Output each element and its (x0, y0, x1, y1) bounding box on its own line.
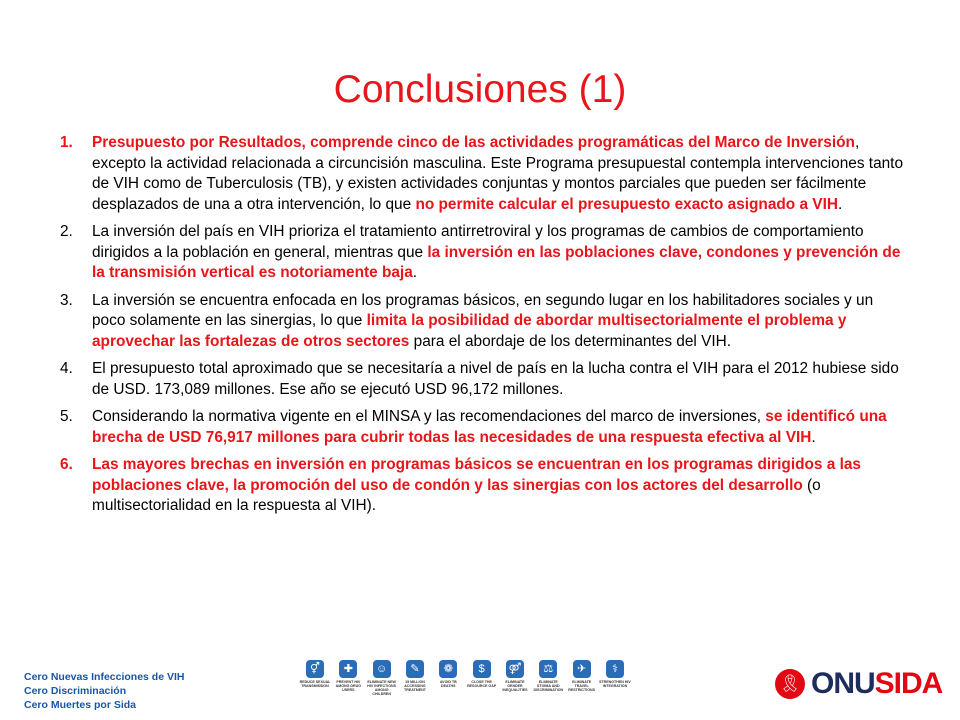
item-text: . (412, 264, 418, 281)
reduce-sexual-transmission-icon: ⚥ (306, 660, 324, 678)
list-item (60, 222, 910, 284)
goal-icon-cell (500, 660, 530, 710)
item-number: 3. (60, 291, 73, 309)
logo-text-sida: SIDA (874, 667, 943, 700)
goal-caption: ELIMINATE NEW HIV INFECTIONS AMONG CHILDREN (367, 680, 397, 696)
goal-caption: ELIMINATE GENDER INEQUALITIES (502, 680, 528, 692)
list-item (60, 291, 910, 353)
item-number: 2. (60, 223, 73, 240)
item-text: para el abordaje de los determinantes del VIH. (409, 332, 732, 350)
goal-caption: 15 MILLION ACCESSING TREATMENT (404, 680, 426, 692)
goal-icon-cell (300, 660, 330, 710)
list-item (60, 407, 910, 448)
item-number: 4. (60, 360, 73, 377)
item-text-highlight: limita la posibilidad de abordar multisectorialmente el problema y aprovechar las fortalezas de otros sectores (92, 312, 847, 350)
treatment-access-icon: ✎ (406, 660, 424, 678)
goal-icon-cell (400, 660, 430, 710)
goal-caption: REDUCE SEXUAL TRANSMISSION (299, 680, 331, 688)
goal-icon-cell (533, 660, 563, 710)
logo-wordmark (811, 667, 942, 701)
item-text-highlight: no permite calcular el presupuesto exacto asignado a VIH (415, 195, 838, 213)
goal-icon-cell (600, 660, 630, 710)
travel-restrictions-icon: ✈ (573, 660, 591, 678)
item-text: . (837, 195, 843, 213)
item-number: 1. (60, 134, 73, 151)
list-item (60, 133, 910, 215)
prevent-hiv-drug-users-icon: ✚ (339, 660, 357, 678)
footer-line: Cero Muertes por Sida (24, 699, 137, 711)
strengthen-integration-icon: ⚕ (606, 660, 624, 678)
item-text: , excepto la actividad relacionada a circuncisión masculina. Este Programa presupuestal contempla intervenciones tanto de VIH como de Tuberculosis (TB), y existen actividades conjuntas y montos parciales que pueden ser fácilmente desplazados de una a otra intervención, lo que (92, 134, 904, 213)
goal-icon-cell (367, 660, 397, 710)
item-text-highlight: Las mayores brechas en inversión en programas básicos se encuentran en los programas dirigidos a las poblaciones clave, la promoción del uso de condón y las sinergias con los actores del desarrollo (92, 456, 861, 494)
item-text: . (811, 428, 816, 446)
conclusions-list (60, 133, 910, 524)
logo-text-onu: ONU (811, 667, 875, 700)
item-text: La inversión se encuentra enfocada en los programas básicos, en segundo lugar en los habilitadores sociales y un poco solamente en las sinergias, lo que (92, 291, 874, 329)
goal-caption: CLOSE THE RESOURCE GAP (467, 680, 497, 688)
item-text: (o multisectorialidad en la respuesta al VIH). (92, 476, 821, 514)
item-text: El presupuesto total aproximado que se necesitaría a nivel de país en la lucha contra el VIH para el 2012 hubiese sido de USD. 173,089 millones. Ese año se ejecutó USD 96,172 millones. (92, 360, 899, 398)
item-text: La inversión del país en VIH prioriza el tratamiento antirretroviral y los programas de cambios de comportamiento dirigidos a la población en general, mientras que (92, 223, 864, 261)
item-text-highlight: se identificó una brecha de USD 76,917 millones para cubrir todas las necesidades de una respuesta efectiva al VIH (92, 408, 887, 446)
goal-caption: PREVENT HIV AMONG DRUG USERS (335, 680, 361, 692)
onusida-logo (775, 664, 942, 704)
slide-title: Conclusiones (1) (333, 68, 627, 111)
footer-line: Cero Nuevas Infecciones de VIH (24, 671, 185, 683)
red-ribbon-icon: 🎗 (775, 669, 805, 699)
goal-icon-cell (467, 660, 497, 710)
eliminate-new-infections-children-icon: ☺ (373, 660, 391, 678)
list-item (60, 359, 910, 400)
avoid-tb-deaths-icon: ❁ (439, 660, 457, 678)
footer-line: Cero Discriminación (24, 685, 127, 697)
item-text-highlight: Presupuesto por Resultados, comprende cinco de las actividades programáticas del Marco de Inversión (92, 134, 855, 151)
goal-caption: STRENGTHEN HIV INTEGRATION (599, 680, 631, 688)
list-item (60, 455, 910, 517)
goal-caption: AVOID TB DEATHS (439, 680, 457, 688)
stigma-discrimination-icon: ⚖ (539, 660, 557, 678)
item-number: 6. (60, 456, 73, 473)
item-text: Considerando la normativa vigente en el MINSA y las recomendaciones del marco de inversiones, (92, 408, 766, 425)
goal-caption: ELIMINATE TRAVEL RESTRICTIONS (568, 680, 595, 692)
goal-icon-cell (567, 660, 597, 710)
gender-inequality-icon: ⚤ (506, 660, 524, 678)
item-number: 5. (60, 408, 73, 425)
strategic-goals-icons (300, 660, 630, 710)
goal-icon-cell (333, 660, 363, 710)
goal-icon-cell (433, 660, 463, 710)
goal-caption: ELIMINATE STIGMA AND DISCRIMINATION (533, 680, 564, 692)
close-resource-gap-icon: $ (473, 660, 491, 678)
item-text-highlight: la inversión en las poblaciones clave, condones y prevención de la transmisión vertical es notoriamente baja (92, 243, 901, 281)
footer-slogans (24, 670, 184, 712)
